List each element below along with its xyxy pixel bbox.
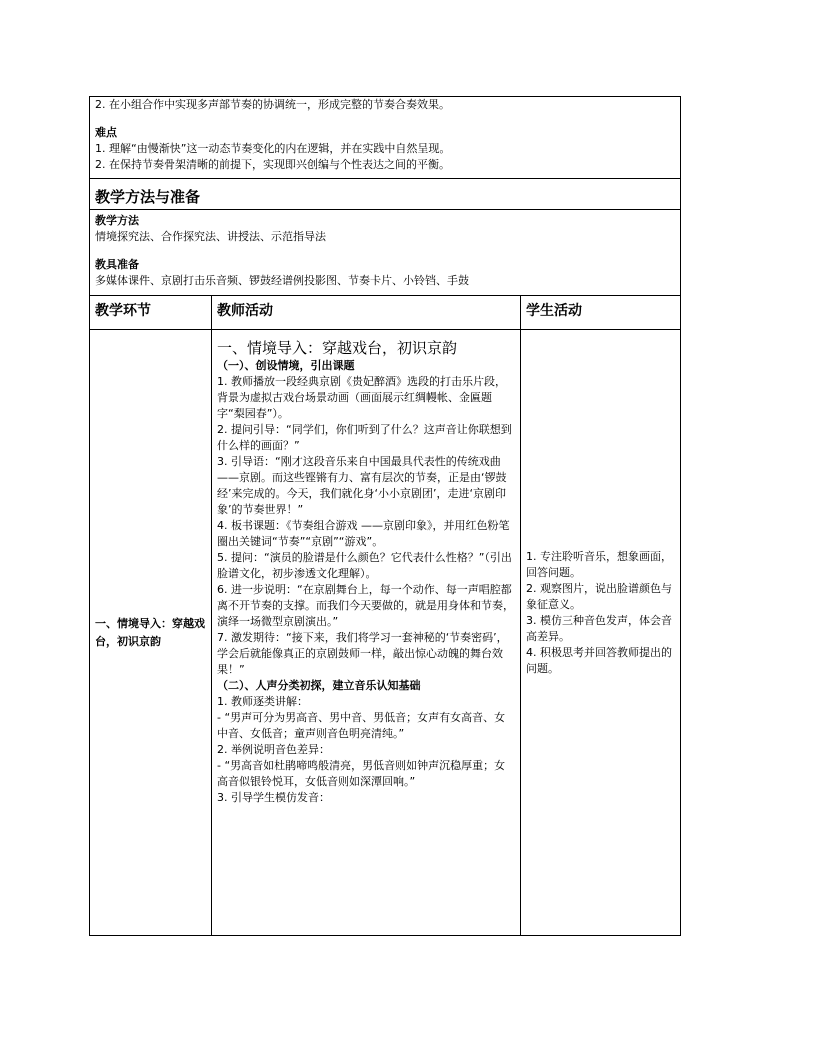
teacher-line: 3. 引导学生模仿发音： xyxy=(217,791,330,804)
teacher-line: 5. 提问：“演员的脸谱是什么颜色？它代表什么性格？”（引出脸谱文化，初步渗透文化理解）。 xyxy=(217,551,512,580)
methods-row xyxy=(90,210,681,296)
student-cell xyxy=(521,330,681,936)
table-header-row xyxy=(90,296,681,330)
teacher-line: 2. 举例说明音色差异： xyxy=(217,743,330,756)
teacher-line: 1. 教师逐类讲解： xyxy=(217,695,308,708)
student-line: 3. 模仿三种音色发声，体会音高差异。 xyxy=(526,613,672,643)
lesson-plan-table xyxy=(89,96,681,936)
header-teacher: 教师活动 xyxy=(212,296,521,330)
methods-text: 情境探究法、合作探究法、讲授法、示范指导法 xyxy=(95,230,326,243)
header-stage: 教学环节 xyxy=(90,296,212,330)
teacher-line: 2. 提问引导：“同学们，你们听到了什么？这声音让你联想到什么样的画面？” xyxy=(217,423,512,452)
document-page xyxy=(89,96,680,936)
methods-title: 教学方法 xyxy=(95,214,139,227)
goals-row xyxy=(90,97,681,179)
difficulty-title: 难点 xyxy=(95,126,117,139)
teacher-line: 7. 激发期待：“接下来，我们将学习一套神秘的‘节奏密码’，学会后就能像真正的京剧鼓师一样，敲出惊心动魄的舞台效果！” xyxy=(217,631,508,676)
section-title: 教学方法与准备 xyxy=(95,188,201,206)
teacher-heading: 一、情境导入：穿越戏台，初识京韵 xyxy=(217,339,458,357)
tools-text: 多媒体课件、京剧打击乐音频、锣鼓经谱例投影图、节奏卡片、小铃铛、手鼓 xyxy=(95,274,469,287)
teacher-subheading: （一）、创设情境，引出课题 xyxy=(217,359,355,372)
teacher-cell xyxy=(212,330,521,936)
teacher-line: 3. 引导语：“刚才这段音乐来自中国最具代表性的传统戏曲——京剧。而这些铿锵有力、富有层次的节奏，正是由‘锣鼓经’来完成的。今天，我们就化身‘小小京剧团’，走进‘京剧印象’的节奏世界！” xyxy=(217,455,507,516)
student-line: 1. 专注聆听音乐，想象画面，回答问题。 xyxy=(526,549,672,579)
table-row xyxy=(90,330,681,936)
difficulty-item: 1. 理解“由慢渐快”这一动态节奏变化的内在逻辑，并在实践中自然呈现。 xyxy=(95,142,451,155)
stage-cell: 一、情境导入：穿越戏台，初识京韵 xyxy=(90,330,212,936)
header-student: 学生活动 xyxy=(521,296,681,330)
teacher-line: - “男声可分为男高音、男中音、男低音；女声有女高音、女中音、女低音；童声则音色明亮清纯。” xyxy=(217,711,506,740)
methods-title-row xyxy=(90,179,681,210)
difficulty-item: 2. 在保持节奏骨架清晰的前提下，实现即兴创编与个性表达之间的平衡。 xyxy=(95,158,450,171)
teacher-line: 6. 进一步说明：“在京剧舞台上，每一个动作、每一声唱腔都离不开节奏的支撑。而我们今天要做的，就是用身体和节奏，演绎一场微型京剧演出。” xyxy=(217,583,514,628)
student-line: 4. 积极思考并回答教师提出的问题。 xyxy=(526,645,672,675)
student-line: 2. 观察图片，说出脸谱颜色与象征意义。 xyxy=(526,581,672,611)
teacher-line: 1. 教师播放一段经典京剧《贵妃醉酒》选段的打击乐片段，背景为虚拟古戏台场景动画（画面展示红绸幔帐、金匾题字“梨园春”）。 xyxy=(217,375,506,420)
teacher-subheading: （二）、人声分类初探，建立音乐认知基础 xyxy=(217,679,421,692)
teacher-line: - “男高音如杜鹃啼鸣般清亮，男低音则如钟声沉稳厚重；女高音似银铃悦耳，女低音则如深潭回响。” xyxy=(217,759,506,788)
goal-item: 2. 在小组合作中实现多声部节奏的协调统一，形成完整的节奏合奏效果。 xyxy=(95,98,450,111)
tools-title: 教具准备 xyxy=(95,258,139,271)
teacher-line: 4. 板书课题：《节奏组合游戏 ——京剧印象》，并用红色粉笔圈出关键词“节奏”“京剧”“游戏”。 xyxy=(217,519,510,548)
